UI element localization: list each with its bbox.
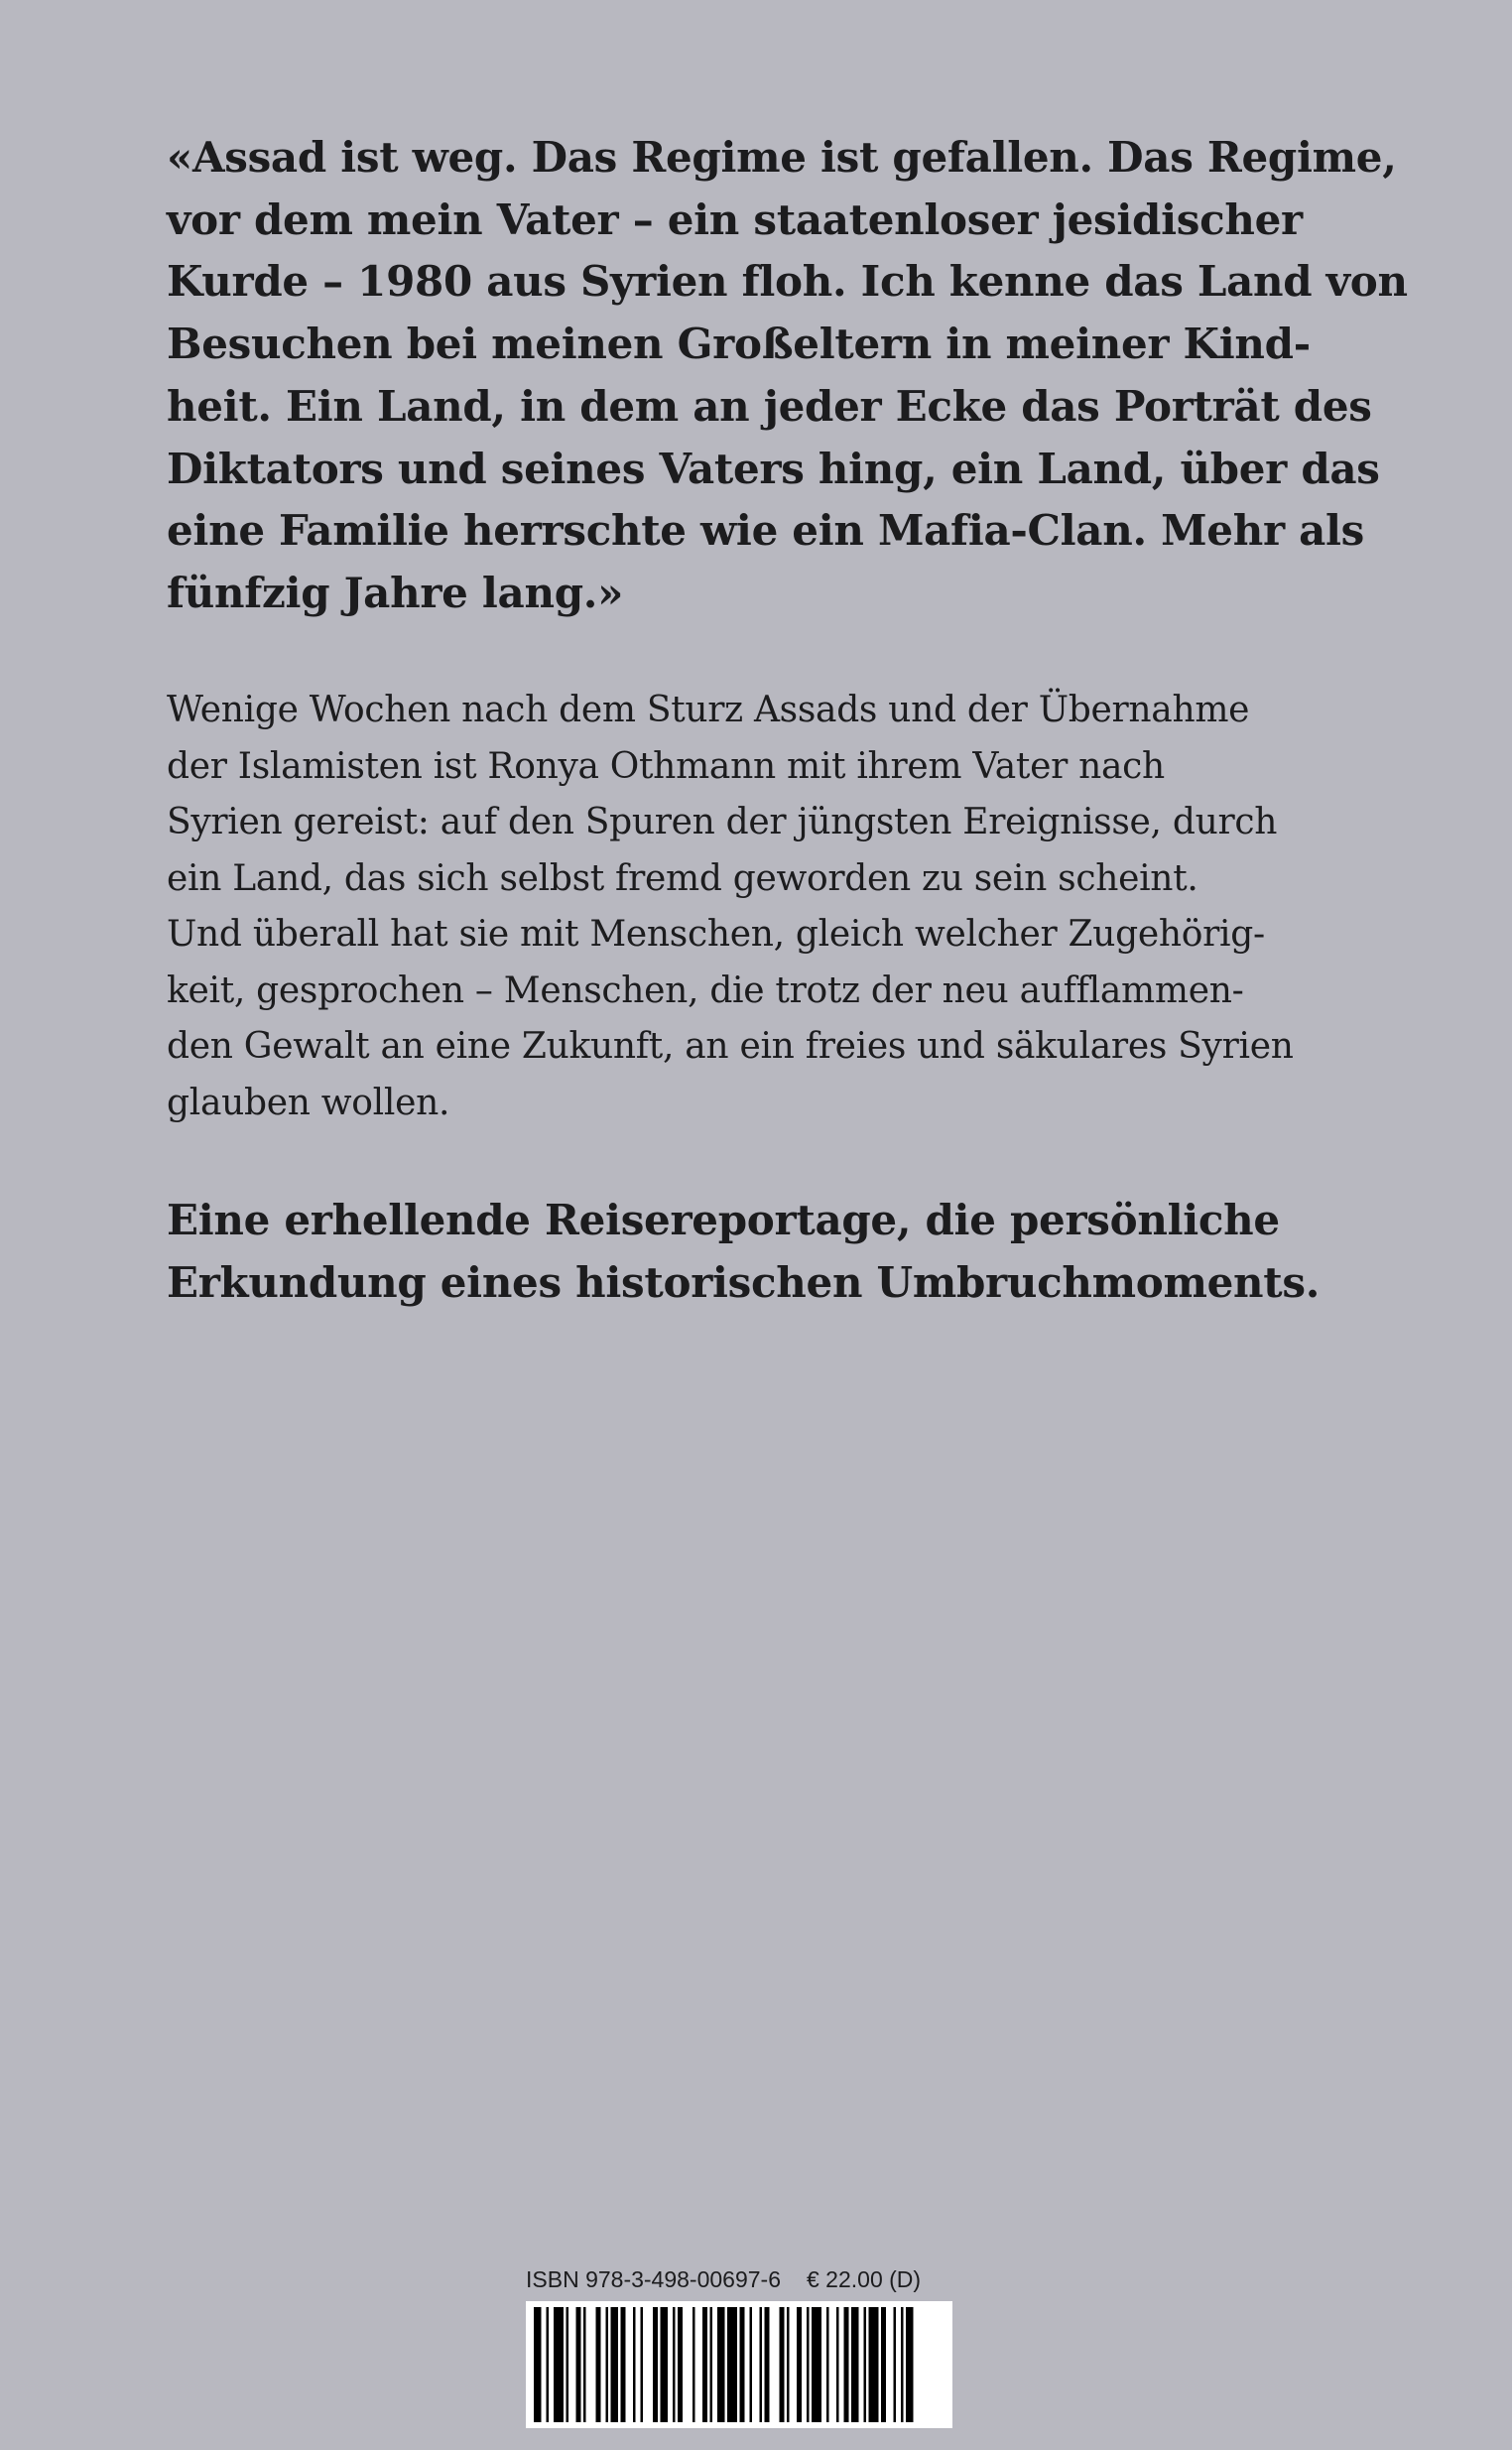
quote-line: Besuchen bei meinen Großeltern in meiner Kind- xyxy=(167,320,1311,369)
barcode xyxy=(526,2301,952,2428)
quote-line: fünfzig Jahre lang.» xyxy=(167,568,624,617)
quote-line: heit. Ein Land, in dem an jeder Ecke das Porträt des xyxy=(167,381,1372,431)
book-description xyxy=(167,683,1347,1131)
author-quote xyxy=(167,127,1408,625)
description-line: Wenige Wochen nach dem Sturz Assads und der Übernahme xyxy=(167,690,1250,730)
barcode-icon xyxy=(526,2301,952,2428)
description-line: Syrien gereist: auf den Spuren der jüngsten Ereignisse, durch xyxy=(167,802,1278,842)
quote-line: eine Familie herrschte wie ein Mafia-Clan. Mehr als xyxy=(167,506,1365,556)
quote-line: Kurde – 1980 aus Syrien floh. Ich kenne das Land von xyxy=(167,257,1408,307)
quote-line: vor dem mein Vater – ein staatenloser jesidischer xyxy=(167,194,1303,244)
tagline-line: Eine erhellende Reisereportage, die persönliche xyxy=(167,1196,1280,1244)
price: € 22.00 (D) xyxy=(807,2266,922,2292)
isbn-price-block xyxy=(526,2264,952,2428)
quote-line: «Assad ist weg. Das Regime ist gefallen. Das Regime, xyxy=(167,133,1397,182)
tagline xyxy=(167,1190,1347,1314)
description-line: glauben wollen. xyxy=(167,1082,450,1123)
isbn-number: ISBN 978-3-498-00697-6 xyxy=(526,2266,781,2292)
isbn-line xyxy=(526,2264,952,2294)
description-line: Und überall hat sie mit Menschen, gleich welcher Zugehörig- xyxy=(167,914,1265,955)
quote-line: Diktators und seines Vaters hing, ein Land, über das xyxy=(167,444,1380,493)
description-line: der Islamisten ist Ronya Othmann mit ihrem Vater nach xyxy=(167,745,1165,787)
description-line: ein Land, das sich selbst fremd geworden zu sein scheint. xyxy=(167,857,1198,899)
tagline-line: Erkundung eines historischen Umbruchmoments. xyxy=(167,1257,1321,1307)
description-line: keit, gesprochen – Menschen, die trotz der neu aufflammen- xyxy=(167,969,1244,1011)
description-line: den Gewalt an eine Zukunft, an ein freies und säkulares Syrien xyxy=(167,1026,1294,1067)
